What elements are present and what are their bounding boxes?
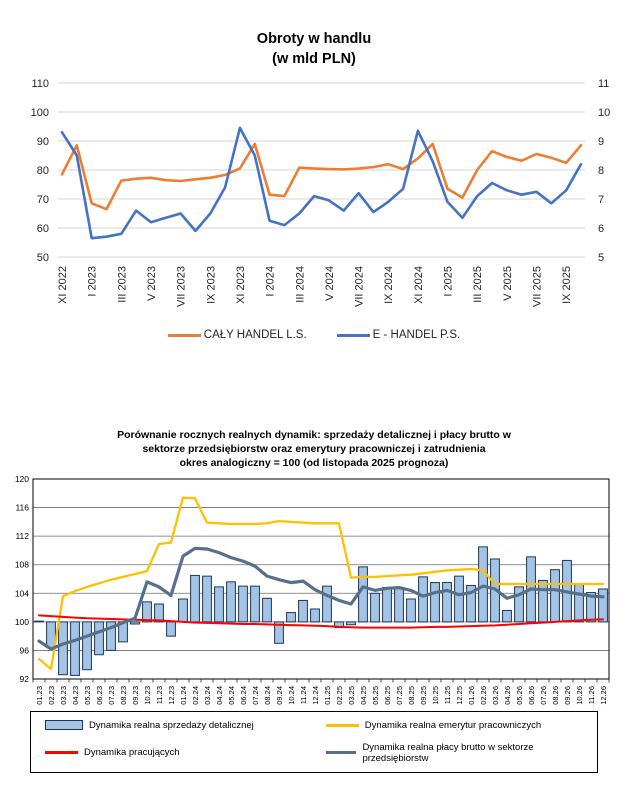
x-axis-label: VII 2023 (175, 266, 188, 308)
legend-item-e-handel (337, 329, 461, 341)
retail-bar (83, 622, 92, 670)
x-axis-label: 05.25 (370, 685, 380, 705)
x-axis-label: 07.24 (250, 685, 260, 705)
retail-bar (371, 593, 380, 622)
retail-bar (143, 602, 152, 622)
x-axis-label: 12.25 (454, 685, 464, 705)
right-axis-label: 11 (598, 78, 610, 91)
x-axis-label: 06.24 (238, 685, 248, 705)
retail-label: Dynamika realna sprzedaży detalicznej (89, 719, 254, 731)
top-chart-title-line2: (w mld PLN) (272, 50, 356, 67)
top-chart-title-line1: Obroty w handlu (256, 31, 372, 47)
x-axis-label: 03.26 (490, 685, 500, 705)
x-axis-label: 08.23 (118, 685, 128, 705)
retail-bar (407, 599, 416, 622)
retail-bar (383, 587, 392, 621)
right-axis-label: 8 (598, 165, 605, 178)
wages-label: Dynamika realna płacy brutto w sektorze przedsiębiorstw (362, 741, 534, 764)
x-axis-label: 05.26 (514, 685, 524, 705)
retail-bar (155, 604, 164, 622)
x-axis-label: 07.25 (394, 685, 404, 705)
x-axis-label: 12.23 (166, 685, 176, 705)
retail-bar (167, 622, 176, 636)
x-axis-label: 05.24 (226, 685, 236, 705)
x-axis-label: VII 2024 (353, 266, 366, 308)
retail-bar-swatch (45, 720, 83, 730)
retail-bar (503, 610, 512, 621)
legend-item-pracujacy (45, 742, 326, 764)
x-axis-label: 09.23 (130, 685, 140, 705)
x-axis-label: 07.26 (538, 685, 548, 705)
retail-bar (191, 575, 200, 621)
e-handel-label: E - HANDEL P.S. (372, 329, 461, 342)
left-axis-label: 110 (31, 78, 49, 91)
x-axis-label: 04.26 (502, 685, 512, 705)
x-axis-label: 01.26 (466, 685, 476, 705)
y-axis-label: 92 (19, 673, 29, 684)
retail-bar (347, 622, 356, 625)
x-axis-label: 03.25 (346, 685, 356, 705)
x-axis-label: V 2024 (323, 266, 336, 301)
dynamics-comparison-chart (0, 429, 628, 773)
plot-border (33, 479, 609, 679)
x-axis-label: V 2025 (501, 266, 514, 301)
x-axis-label: 01.23 (34, 685, 44, 705)
left-axis-label: 90 (36, 136, 49, 149)
y-axis-label: 104 (14, 587, 29, 598)
x-axis-label: 08.24 (262, 685, 272, 705)
x-axis-label: 11.23 (154, 685, 164, 704)
x-axis-label: 04.24 (214, 685, 224, 705)
retail-bar (239, 586, 248, 622)
x-axis-label: 02.23 (46, 685, 56, 705)
left-axis-label: 70 (36, 194, 49, 207)
x-axis-label: XI 2022 (57, 266, 69, 305)
top-chart-legend (0, 329, 628, 341)
bottom-chart-title-line2: sektorze przedsiębiorstw oraz emerytury pracowniczej i zatrudnienia (142, 442, 486, 455)
x-axis-label: I 2023 (86, 266, 99, 297)
retail-bar (131, 622, 140, 624)
bottom-chart-title (0, 429, 628, 471)
right-axis-label: 9 (598, 136, 605, 149)
retail-bar (395, 587, 404, 621)
retail-bar (431, 582, 440, 621)
e-handel-series-line (62, 128, 581, 238)
x-axis-label: 10.24 (286, 685, 296, 705)
x-axis-label: XI 2023 (234, 266, 247, 305)
x-axis-label: 05.23 (82, 685, 92, 705)
retail-bar (35, 621, 44, 622)
legend-item-placa (326, 742, 585, 764)
x-axis-label: 09.26 (562, 685, 572, 705)
top-chart-title (0, 30, 628, 69)
right-axis-label: 10 (598, 107, 611, 120)
retail-bar (263, 598, 272, 622)
employment-label: Dynamika pracujących (84, 747, 180, 759)
caly-handel-line-swatch (168, 334, 201, 337)
trade-turnover-chart (0, 0, 628, 341)
x-axis-label: 08.26 (550, 685, 560, 705)
retail-bar (179, 599, 188, 622)
x-axis-label: 10.25 (430, 685, 440, 705)
wages-line-swatch (326, 751, 357, 754)
x-axis-label: 07.23 (106, 685, 116, 705)
y-axis-label: 108 (14, 559, 29, 570)
retail-bar (599, 589, 608, 622)
retail-bar (323, 586, 332, 622)
y-axis-label: 100 (14, 616, 29, 627)
retail-bar (71, 622, 80, 676)
pensions-series-line (39, 497, 603, 668)
x-axis-label: IX 2025 (561, 266, 574, 305)
x-axis-label: 02.25 (334, 685, 344, 705)
retail-bar (443, 582, 452, 621)
top-chart-plot (0, 69, 628, 325)
bottom-chart-title-line1: Porównanie rocznych realnych dynamik: sprzedaży detalicznej i płacy brutto w (117, 429, 511, 442)
retail-bar (479, 547, 488, 622)
retail-bar (227, 582, 236, 622)
x-axis-label: IX 2024 (383, 266, 396, 305)
x-axis-label: V 2023 (145, 266, 158, 301)
left-axis-label: 50 (36, 252, 49, 265)
x-axis-label: III 2025 (472, 266, 485, 303)
x-axis-label: 02.24 (190, 685, 200, 705)
retail-bar (251, 586, 260, 622)
pensions-label: Dynamika realna emerytur pracowniczych (364, 719, 542, 731)
x-axis-label: IX 2023 (205, 266, 218, 305)
right-axis-label: 6 (598, 223, 605, 236)
x-axis-label: 06.23 (94, 685, 104, 705)
x-axis-label: I 2025 (442, 266, 455, 297)
x-axis-label: 10.26 (574, 685, 584, 705)
employment-line-swatch (45, 751, 78, 754)
x-axis-label: 03.24 (202, 685, 212, 705)
y-axis-label: 96 (19, 645, 29, 656)
retail-bar (287, 612, 296, 621)
x-axis-label: 09.24 (274, 685, 284, 705)
x-axis-label: 04.23 (70, 685, 80, 705)
x-axis-label: 12.26 (598, 685, 608, 705)
x-axis-label: 12.24 (310, 685, 320, 705)
right-axis-label: 5 (598, 252, 605, 265)
x-axis-label: VII 2025 (531, 266, 544, 308)
x-axis-label: 11.25 (442, 685, 452, 704)
retail-bar (419, 577, 428, 622)
retail-bar (203, 576, 212, 622)
x-axis-label: I 2024 (264, 266, 277, 297)
e-handel-line-swatch (337, 334, 370, 337)
retail-bar (59, 622, 68, 675)
x-axis-label: III 2023 (116, 266, 129, 303)
caly-handel-label: CAŁY HANDEL L.S. (203, 329, 307, 342)
x-axis-label: 09.25 (418, 685, 428, 705)
retail-bar (299, 600, 308, 621)
retail-bar (575, 584, 584, 622)
x-axis-label: III 2024 (294, 266, 307, 303)
x-axis-label: 11.24 (298, 685, 308, 704)
x-axis-label: 03.23 (58, 685, 68, 705)
pensions-line-swatch (326, 724, 359, 727)
left-axis-label: 100 (30, 107, 49, 120)
y-axis-label: 120 (14, 473, 29, 484)
retail-bar (95, 622, 104, 655)
bottom-chart-title-line3: okres analogiczny = 100 (od listopada 2025 prognoza) (179, 456, 449, 469)
y-axis-label: 116 (15, 502, 29, 513)
legend-item-caly-handel (168, 329, 307, 341)
x-axis-label: 08.25 (406, 685, 416, 705)
legend-item-sprzedaz (45, 720, 326, 731)
right-axis-label: 7 (598, 194, 605, 207)
left-axis-label: 80 (36, 165, 49, 178)
x-axis-label: 06.25 (382, 685, 392, 705)
x-axis-label: 04.25 (358, 685, 368, 705)
x-axis-label: 10.23 (142, 685, 152, 705)
x-axis-label: XI 2024 (412, 266, 425, 305)
x-axis-label: 11.26 (586, 685, 596, 704)
bottom-chart-plot (0, 471, 628, 709)
retail-bar (215, 587, 224, 622)
x-axis-label: 01.25 (322, 685, 332, 705)
retail-bar (311, 609, 320, 622)
x-axis-label: 02.26 (478, 685, 488, 705)
retail-bar (551, 569, 560, 621)
bottom-chart-legend (30, 711, 598, 773)
retail-bar (455, 576, 464, 622)
retail-bar (359, 567, 368, 622)
y-axis-label: 112 (15, 530, 29, 541)
x-axis-label: 01.24 (178, 685, 188, 705)
retail-bar (539, 580, 548, 621)
x-axis-label: 06.26 (526, 685, 536, 705)
legend-item-emerytury (326, 720, 585, 731)
left-axis-label: 60 (36, 223, 49, 236)
